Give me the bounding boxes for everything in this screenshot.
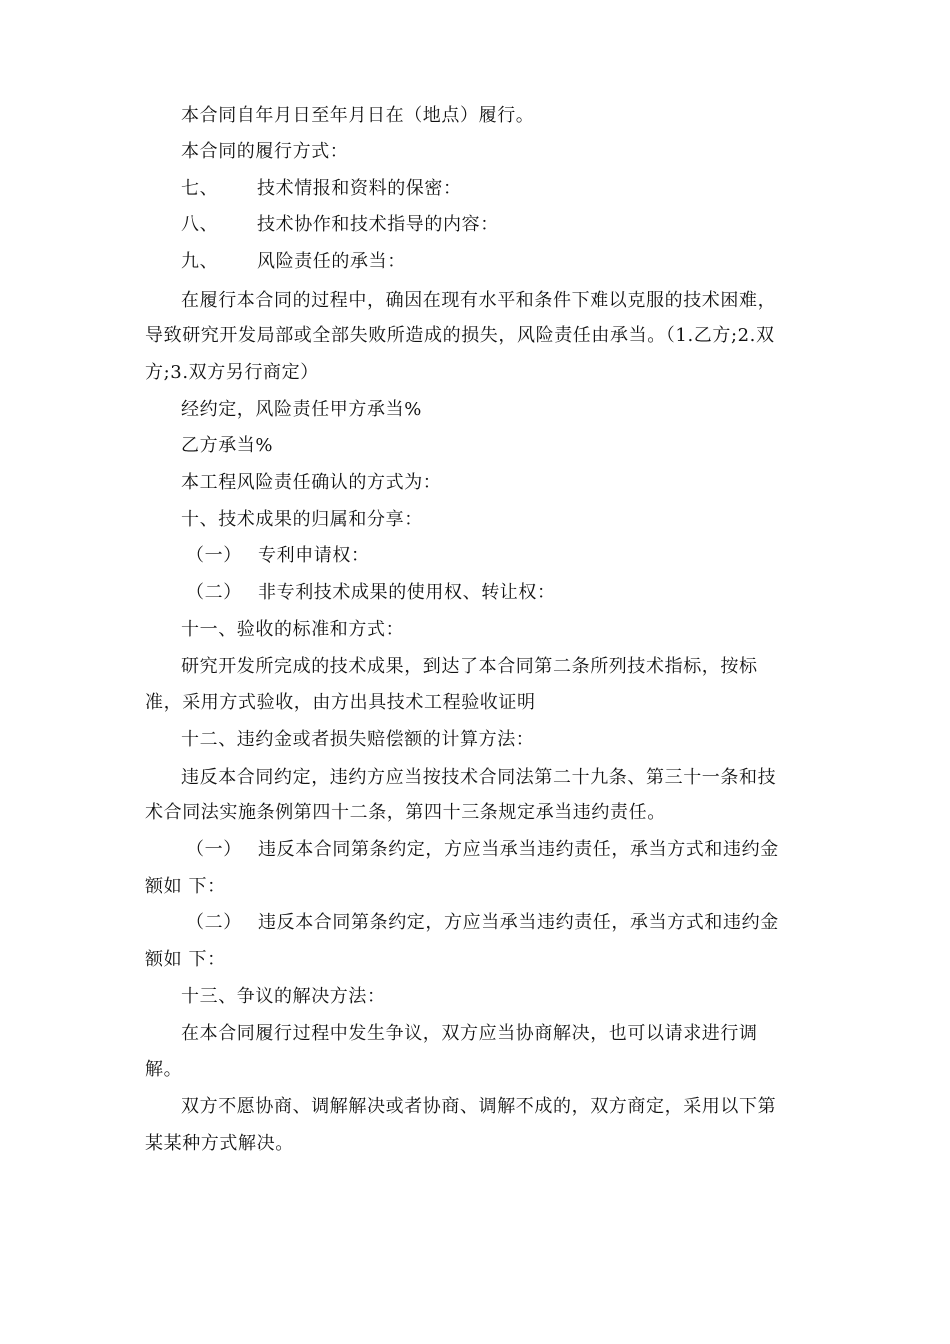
- text-line: 解。: [145, 1059, 183, 1080]
- text-line: 额如 下：: [145, 949, 226, 970]
- section-title: 风险责任的承当：: [257, 251, 406, 272]
- section-heading: [181, 214, 499, 236]
- text-line: 术合同法实施条例第四十二条，第四十三条规定承当违约责任。: [145, 802, 666, 823]
- text-line: 在履行本合同的过程中，确因在现有水平和条件下难以克服的技术困难，: [181, 290, 777, 311]
- section-heading: [181, 178, 462, 200]
- subsection-number: （二）: [186, 582, 242, 603]
- subsection-number: （一）: [186, 545, 242, 566]
- subsection-line: [186, 839, 779, 861]
- subsection-heading: [186, 545, 370, 567]
- text-line: 本合同自年月日至年月日在（地点）履行。: [181, 105, 535, 126]
- subsection-title: 专利申请权：: [258, 545, 370, 566]
- section-heading: 十一、验收的标准和方式：: [181, 619, 405, 640]
- text-line: 方;3.双方另行商定）: [145, 362, 319, 383]
- subsection-line: [186, 912, 779, 934]
- text-line: 违反本合同约定，违约方应当按技术合同法第二十九条、第三十一条和技: [181, 767, 777, 788]
- text-line: 双方不愿协商、调解解决或者协商、调解不成的，双方商定，采用以下第: [181, 1096, 777, 1117]
- section-number: 八、: [181, 214, 219, 235]
- section-number: 七、: [181, 178, 219, 199]
- text-line: 经约定，风险责任甲方承当%: [181, 399, 422, 420]
- section-heading: 十二、违约金或者损失赔偿额的计算方法：: [181, 729, 535, 750]
- text-line: 在本合同履行过程中发生争议，双方应当协商解决，也可以请求进行调: [181, 1023, 758, 1044]
- text-line: 导致研究开发局部或全部失败所造成的损失，风险责任由承当。（1.乙方;2.双: [145, 325, 775, 346]
- text-line: 额如 下：: [145, 876, 226, 897]
- text-line: 研究开发所完成的技术成果，到达了本合同第二条所列技术指标，按标: [181, 656, 758, 677]
- text-line: 本工程风险责任确认的方式为：: [181, 472, 442, 493]
- subsection-text: 违反本合同第条约定，方应当承当违约责任，承当方式和违约金: [258, 839, 779, 860]
- section-title: 技术协作和技术指导的内容：: [257, 214, 499, 235]
- subsection-number: （一）: [186, 839, 242, 860]
- section-heading: [181, 251, 406, 273]
- section-heading: 十三、争议的解决方法：: [181, 986, 386, 1007]
- section-title: 技术情报和资料的保密：: [257, 178, 462, 199]
- subsection-text: 违反本合同第条约定，方应当承当违约责任，承当方式和违约金: [258, 912, 779, 933]
- subsection-number: （二）: [186, 912, 242, 933]
- subsection-title: 非专利技术成果的使用权、转让权：: [258, 582, 556, 603]
- text-line: 某某种方式解决。: [145, 1133, 294, 1154]
- text-line: 乙方承当%: [181, 435, 274, 456]
- section-number: 九、: [181, 251, 219, 272]
- text-line: 准，采用方式验收，由方出具技术工程验收证明: [145, 692, 536, 713]
- section-heading: 十、技术成果的归属和分享：: [181, 509, 423, 530]
- text-line: 本合同的履行方式：: [181, 141, 349, 162]
- subsection-heading: [186, 582, 556, 604]
